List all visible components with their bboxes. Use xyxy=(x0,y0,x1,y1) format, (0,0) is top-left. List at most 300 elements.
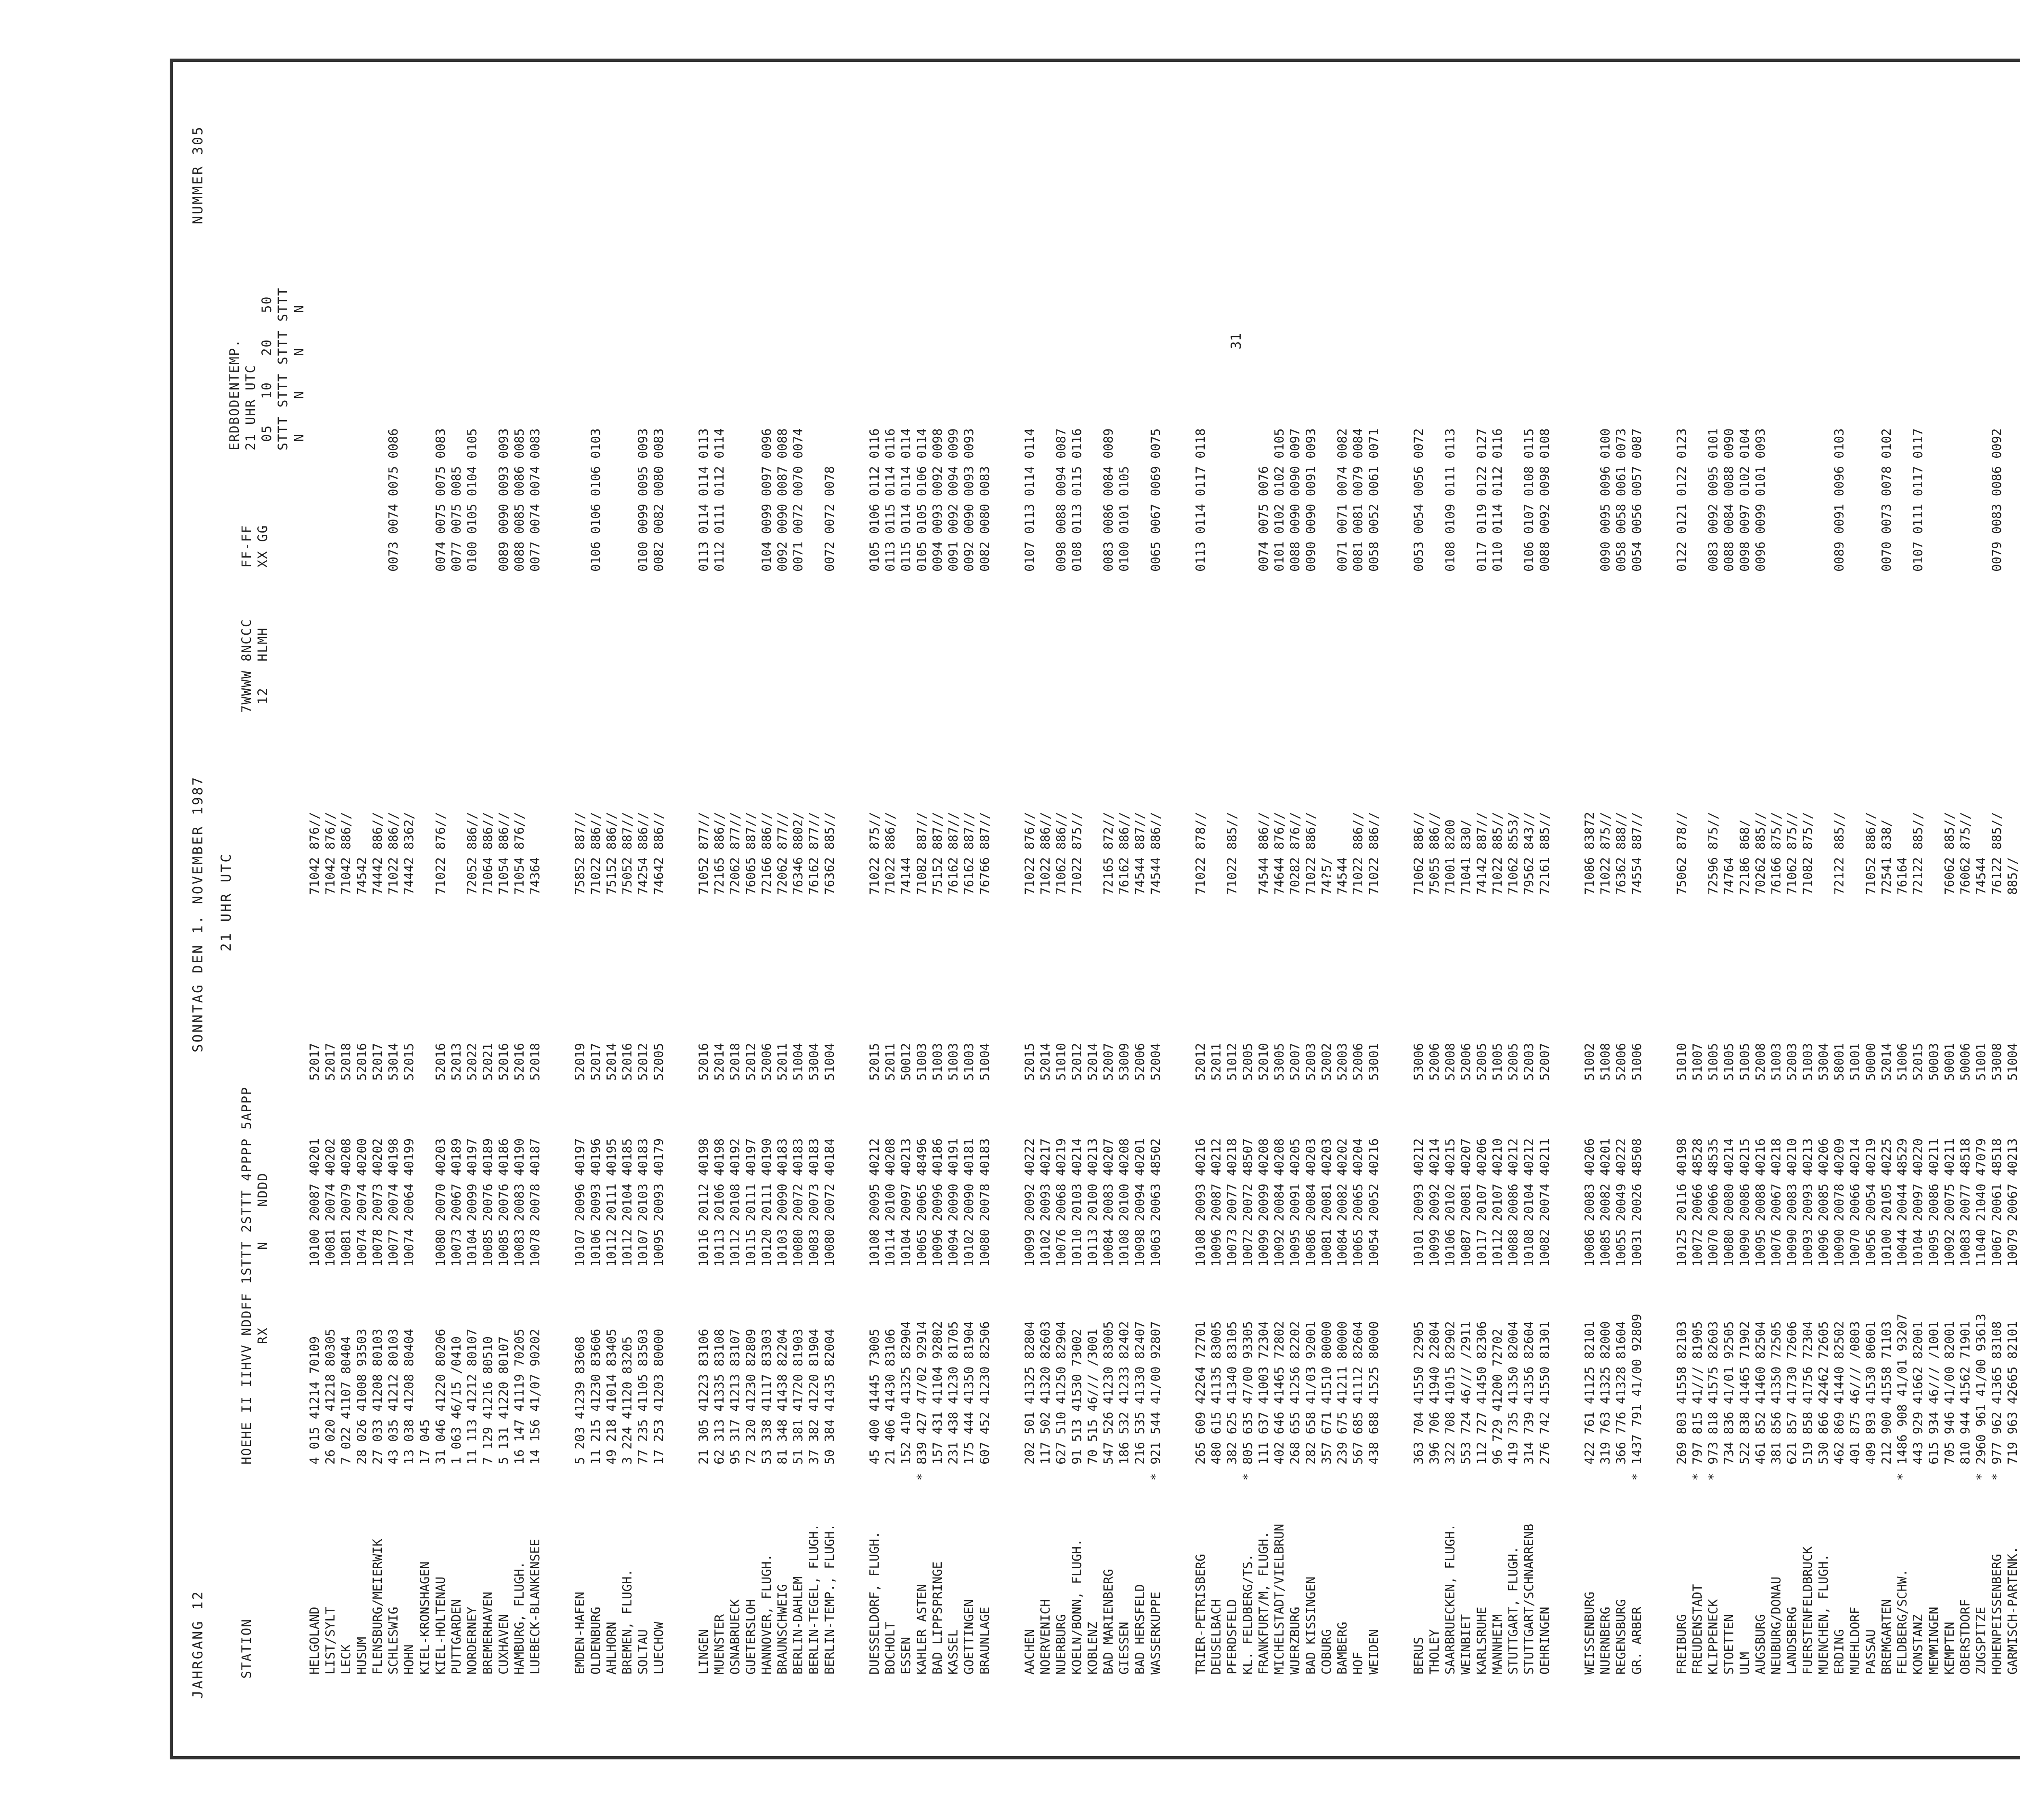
obs-value: 71054 876// xyxy=(512,812,527,895)
station-name: ULM xyxy=(1738,1652,1752,1675)
obs-value: 322 708 41015 82902 xyxy=(1443,1321,1458,1464)
obs-value: 2960 961 41/00 93613 xyxy=(1974,1313,1988,1464)
obs-value: 10056 20054 40219 xyxy=(1864,1138,1878,1267)
obs-value: 71022 875// xyxy=(1598,812,1613,895)
obs-value: 52018 xyxy=(728,1043,743,1081)
obs-value: 0088 0092 0098 0108 xyxy=(1538,428,1552,572)
obs-value: 70262 885// xyxy=(1753,812,1768,895)
obs-value: 52016 xyxy=(620,1043,635,1081)
obs-value: 50001 xyxy=(1942,1043,1957,1081)
obs-value: 0079 0083 0086 0092 xyxy=(1990,428,2004,572)
obs-value: 51006 xyxy=(1630,1043,1644,1081)
station-name: MUENCHEN, FLUGH. xyxy=(1816,1554,1831,1675)
station-name: KOBLENZ xyxy=(1086,1622,1100,1675)
obs-value: 52018 xyxy=(528,1043,543,1081)
page-number: 31 xyxy=(1228,333,1244,349)
obs-value: 10108 20104 40212 xyxy=(1522,1138,1536,1267)
station-name: LANDSBERG xyxy=(1785,1607,1799,1675)
obs-value: 76162 886// xyxy=(1117,812,1132,895)
col-header-erdbodentemp: ERDBODENTEMP. 21 UHR UTC 05 10 20 50 STTT STTT STTT STTT N N N N xyxy=(227,287,307,450)
obs-value: 10065 20065 48496 xyxy=(915,1138,929,1267)
station-name: FREUDENSTADT xyxy=(1690,1584,1705,1675)
obs-value: 51004 xyxy=(791,1043,806,1081)
obs-value: 74544 887// xyxy=(1133,812,1147,895)
obs-value: 52012 xyxy=(636,1043,650,1081)
obs-value: 839 427 47/02 92914 xyxy=(915,1321,929,1464)
station-name: FLENSBURG/MEIERWIK xyxy=(370,1539,385,1675)
obs-value: 0101 0102 0102 0105 xyxy=(1272,428,1287,572)
page-frame xyxy=(170,59,2020,1759)
obs-value: 76162 887// xyxy=(946,812,961,895)
obs-value: 0054 0056 0057 0087 xyxy=(1630,428,1644,572)
obs-value: 10078 20073 40202 xyxy=(370,1138,385,1267)
obs-value: 52015 xyxy=(1023,1043,1037,1081)
station-name: KIEL-KRONSHAGEN xyxy=(418,1561,432,1675)
obs-value: 10095 20086 40211 xyxy=(1927,1138,1941,1267)
obs-value: 72122 885// xyxy=(1832,812,1847,895)
obs-value: 216 535 41330 82407 xyxy=(1133,1321,1147,1464)
obs-value: 409 893 41530 80601 xyxy=(1864,1321,1878,1464)
obs-value: 74764 xyxy=(1722,857,1736,895)
obs-value: 10067 20061 48518 xyxy=(1990,1138,2004,1267)
station-name: MUENSTER xyxy=(712,1614,727,1675)
obs-value: 797 815 41/// 81905 xyxy=(1690,1321,1705,1464)
obs-value: 51004 xyxy=(978,1043,992,1081)
obs-value: 52014 xyxy=(1086,1043,1100,1081)
obs-value: 52008 xyxy=(1443,1043,1458,1081)
obs-value: 719 963 42665 82101 xyxy=(2005,1321,2020,1464)
obs-value: 0065 0067 0069 0075 xyxy=(1149,428,1163,572)
obs-value: 10084 20082 40202 xyxy=(1335,1138,1350,1267)
obs-value: 0104 0099 0097 0096 xyxy=(760,428,774,572)
obs-value: 51010 xyxy=(1675,1043,1689,1081)
obs-value: 10093 20093 40213 xyxy=(1801,1138,1815,1267)
station-name: KLIPPENECK xyxy=(1706,1599,1721,1675)
obs-value: 0117 0119 0122 0127 xyxy=(1475,428,1489,572)
station-name: KAHLER ASTEN xyxy=(915,1584,929,1675)
obs-value: 977 962 41365 83108 xyxy=(1990,1321,2004,1464)
obs-value: 10080 20072 40184 xyxy=(823,1138,837,1267)
obs-value: 71042 876// xyxy=(323,812,338,895)
obs-value: 71041 830/ xyxy=(1459,819,1473,895)
obs-value: 71052 886// xyxy=(1864,812,1878,895)
station-name: REGENSBURG xyxy=(1614,1599,1629,1675)
station-name: WEIDEN xyxy=(1367,1629,1381,1675)
obs-value: 10072 20066 48528 xyxy=(1690,1138,1705,1267)
obs-value: * xyxy=(915,1473,929,1481)
obs-value: 0100 0099 0095 0093 xyxy=(636,428,650,572)
station-name: HOF xyxy=(1351,1652,1366,1675)
obs-value: 10114 20100 40208 xyxy=(883,1138,898,1267)
obs-value: 0092 0090 0087 0088 xyxy=(775,428,790,572)
station-name: WASSERKUPPE xyxy=(1149,1591,1163,1675)
obs-value: 10080 20070 40203 xyxy=(433,1138,448,1267)
obs-value: 10096 20087 40212 xyxy=(1209,1138,1224,1267)
obs-value: 0074 0075 0076 xyxy=(1256,466,1271,572)
obs-value: 10090 20086 40215 xyxy=(1738,1138,1752,1267)
obs-value: 567 685 41112 82604 xyxy=(1351,1321,1366,1464)
obs-value: 52012 xyxy=(1193,1043,1208,1081)
obs-value: 53014 xyxy=(386,1043,401,1081)
obs-value: 11 113 41212 80107 xyxy=(465,1329,480,1464)
obs-value: 530 866 42462 72605 xyxy=(1816,1321,1831,1464)
station-name: GIESSEN xyxy=(1117,1622,1132,1675)
station-name: MUEHLDORF xyxy=(1848,1607,1862,1675)
station-name: KIEL-HOLTENAU xyxy=(433,1576,448,1675)
obs-value: 52007 xyxy=(1101,1043,1116,1081)
obs-value: 319 763 41325 82000 xyxy=(1598,1321,1613,1464)
obs-value: 70 515 46/// /3001 xyxy=(1086,1329,1100,1464)
obs-value: 74144 xyxy=(899,857,913,895)
obs-value: 71042 876// xyxy=(307,812,322,895)
obs-value: 268 655 41256 82202 xyxy=(1288,1321,1302,1464)
obs-value: 10100 20105 40225 xyxy=(1879,1138,1894,1267)
obs-value: 53 338 41117 83303 xyxy=(760,1329,774,1464)
obs-value: 419 735 41350 82004 xyxy=(1506,1321,1521,1464)
obs-value: 10080 20080 40214 xyxy=(1722,1138,1736,1267)
obs-value: 615 934 46/// /1001 xyxy=(1927,1321,1941,1464)
obs-value: 77 235 41105 83503 xyxy=(636,1329,650,1464)
obs-value: 0089 0090 0093 0093 xyxy=(497,428,511,572)
obs-value: 71022 885// xyxy=(1225,812,1239,895)
col-header-station: STATION xyxy=(239,1618,254,1679)
obs-value: 0058 0058 0061 0073 xyxy=(1614,428,1629,572)
obs-value: 607 452 41230 82506 xyxy=(978,1321,992,1464)
obs-value: 72052 886// xyxy=(465,812,480,895)
obs-value: 0074 0075 0075 0083 xyxy=(433,428,448,572)
obs-value: 382 625 41340 83105 xyxy=(1225,1321,1239,1464)
obs-value: 0070 0073 0078 0102 xyxy=(1879,428,1894,572)
obs-value: 52013 xyxy=(449,1043,464,1081)
obs-value: 71022 886// xyxy=(589,812,603,895)
obs-value: 74544 886// xyxy=(1256,812,1271,895)
station-name: LIST/SYLT xyxy=(323,1607,338,1675)
header-center: SONNTAG DEN 1. NOVEMBER 1987 xyxy=(190,775,206,1052)
obs-value: 10110 20103 40214 xyxy=(1070,1138,1084,1267)
obs-value: 52007 xyxy=(1538,1043,1552,1081)
obs-value: 10102 20093 40217 xyxy=(1038,1138,1053,1267)
obs-value: 810 944 41562 71901 xyxy=(1958,1321,1973,1464)
station-name: KARLSRUHE xyxy=(1475,1607,1489,1675)
obs-value: 74364 xyxy=(528,857,543,895)
obs-value: 51 381 41720 81903 xyxy=(791,1329,806,1464)
obs-value: 53001 xyxy=(1367,1043,1381,1081)
obs-value: 76162 887// xyxy=(962,812,976,895)
obs-value: 0096 0099 0101 0093 xyxy=(1753,428,1768,572)
obs-value: 10031 20026 48508 xyxy=(1630,1138,1644,1267)
obs-value: 72122 885// xyxy=(1911,812,1925,895)
obs-value: 462 869 41440 82502 xyxy=(1832,1321,1847,1464)
obs-value: 52021 xyxy=(481,1043,495,1081)
obs-value: 71001 8200 xyxy=(1443,819,1458,895)
obs-value: 50003 xyxy=(1927,1043,1941,1081)
obs-value: 52006 xyxy=(760,1043,774,1081)
obs-value: 10112 20111 40195 xyxy=(604,1138,619,1267)
obs-value: 28 026 41008 93503 xyxy=(355,1329,369,1464)
obs-value: 52016 xyxy=(696,1043,711,1081)
obs-value: 265 609 42264 72701 xyxy=(1193,1321,1208,1464)
obs-value: 52017 xyxy=(323,1043,338,1081)
obs-value: 72596 875// xyxy=(1706,812,1721,895)
obs-value: 10083 20083 40190 xyxy=(512,1138,527,1267)
obs-value: 10078 20078 40187 xyxy=(528,1138,543,1267)
obs-value: 52002 xyxy=(1319,1043,1334,1081)
station-name: LUEBECK-BLANKENSEE xyxy=(528,1539,543,1675)
station-name: ZUGSPITZE xyxy=(1974,1607,1988,1675)
obs-value: 10083 20077 48518 xyxy=(1958,1138,1973,1267)
obs-value: 51004 xyxy=(823,1043,837,1081)
station-name: HOHN xyxy=(402,1644,417,1675)
obs-value: 10073 20067 40189 xyxy=(449,1138,464,1267)
obs-value: 71082 887// xyxy=(915,812,929,895)
obs-value: 152 410 41325 82904 xyxy=(899,1321,913,1464)
obs-value: 10072 20072 48507 xyxy=(1241,1138,1255,1267)
obs-value: 921 544 41/00 92807 xyxy=(1149,1321,1163,1464)
obs-value: 71062 886// xyxy=(1412,812,1426,895)
obs-value: 10080 20078 40183 xyxy=(978,1138,992,1267)
obs-value: 14 156 41/07 90202 xyxy=(528,1329,543,1464)
obs-value: 10096 20085 40206 xyxy=(1816,1138,1831,1267)
obs-value: 81 348 41438 82204 xyxy=(775,1329,790,1464)
station-name: NEUBURG/DONAU xyxy=(1769,1576,1784,1675)
obs-value: 0113 0114 0117 0118 xyxy=(1193,428,1208,572)
station-name: SOLTAU xyxy=(636,1629,650,1675)
obs-value: 366 776 41328 81604 xyxy=(1614,1321,1629,1464)
obs-value: 0091 0092 0094 0099 xyxy=(946,428,961,572)
obs-value: 314 739 41356 82604 xyxy=(1522,1321,1536,1464)
obs-value: 74442 8362/ xyxy=(402,812,417,895)
station-name: LUECHOW xyxy=(652,1622,666,1675)
obs-value: 75852 887// xyxy=(573,812,587,895)
station-name: HAMBURG, FLUGH. xyxy=(512,1561,527,1675)
station-name: PASSAU xyxy=(1864,1629,1878,1675)
station-name: ERDING xyxy=(1832,1629,1847,1675)
obs-value: 10106 20093 40196 xyxy=(589,1138,603,1267)
obs-value: 10104 20097 40220 xyxy=(1911,1138,1925,1267)
obs-value: 10113 20100 40213 xyxy=(1086,1138,1100,1267)
obs-value: 96 729 41200 72702 xyxy=(1490,1329,1505,1464)
obs-value: 50006 xyxy=(1958,1043,1973,1081)
obs-value: 422 761 41125 82101 xyxy=(1582,1321,1597,1464)
station-name: BREMEN, FLUGH. xyxy=(620,1569,635,1675)
col-header-main: HOEHE II IIHVV NDDFF 1STTT 2STTT 4PPPP 5APPP RX N NDDD xyxy=(239,1086,270,1464)
obs-value: 212 900 41558 71103 xyxy=(1879,1321,1894,1464)
obs-value: 31 046 41220 80206 xyxy=(433,1329,448,1464)
obs-value: 401 875 46/// /0803 xyxy=(1848,1321,1862,1464)
obs-value: 10065 20065 40204 xyxy=(1351,1138,1366,1267)
obs-value: 70282 876// xyxy=(1288,812,1302,895)
obs-value: 10106 20102 40215 xyxy=(1443,1138,1458,1267)
obs-value: 71022 886// xyxy=(1351,812,1366,895)
obs-value: * xyxy=(1690,1473,1705,1481)
obs-value: 71052 877// xyxy=(696,812,711,895)
obs-value: 10108 20095 40212 xyxy=(867,1138,882,1267)
obs-value: 1 063 46/15 /0410 xyxy=(449,1336,464,1464)
obs-value: 52007 xyxy=(1288,1043,1302,1081)
obs-value: 10088 20086 40212 xyxy=(1506,1138,1521,1267)
header-time: 21 UHR UTC xyxy=(218,852,234,951)
station-name: GUETERSLOH xyxy=(744,1599,758,1675)
obs-value: 10090 20083 40210 xyxy=(1785,1138,1799,1267)
station-name: BERLIN-TEMP., FLUGH. xyxy=(823,1523,837,1675)
obs-value: 52019 xyxy=(573,1043,587,1081)
obs-value: 11040 21040 47079 xyxy=(1974,1138,1988,1267)
obs-value: 76166 875// xyxy=(1769,812,1784,895)
obs-value: 51001 xyxy=(1848,1043,1862,1081)
obs-value: 10099 20092 40214 xyxy=(1427,1138,1442,1267)
obs-value: 0072 0072 0078 xyxy=(823,466,837,572)
obs-value: 21 305 41223 83106 xyxy=(696,1329,711,1464)
obs-value: 52006 xyxy=(1459,1043,1473,1081)
station-name: BAMBERG xyxy=(1335,1622,1350,1675)
station-name: MEMMINGEN xyxy=(1927,1607,1941,1675)
obs-value: * xyxy=(1974,1473,1988,1481)
obs-value: 10063 20063 48502 xyxy=(1149,1138,1163,1267)
obs-value: 10082 20074 40211 xyxy=(1538,1138,1552,1267)
obs-value: 72 320 41230 82809 xyxy=(744,1329,758,1464)
obs-value: 71022 886// xyxy=(1038,812,1053,895)
obs-value: 0105 0105 0106 0114 xyxy=(915,428,929,572)
obs-value: 74554 887// xyxy=(1630,812,1644,895)
obs-value: 52005 xyxy=(1475,1043,1489,1081)
station-name: BREMERHAVEN xyxy=(481,1591,495,1675)
obs-value: 17 045 xyxy=(418,1419,432,1464)
obs-value: 10096 20096 40186 xyxy=(930,1138,945,1267)
obs-value: 10076 20068 40219 xyxy=(1054,1138,1069,1267)
obs-value: 0053 0054 0056 0072 xyxy=(1412,428,1426,572)
obs-value: 0094 0093 0092 0098 xyxy=(930,428,945,572)
obs-value: 0092 0090 0093 0093 xyxy=(962,428,976,572)
obs-value: 53006 xyxy=(1412,1043,1426,1081)
obs-value: 52014 xyxy=(712,1043,727,1081)
obs-value: 231 438 41230 81705 xyxy=(946,1321,961,1464)
station-name: CUXHAVEN xyxy=(497,1614,511,1675)
obs-value: 74544 xyxy=(1335,857,1350,895)
obs-value: 282 658 41/03 92001 xyxy=(1304,1321,1318,1464)
obs-value: 52005 xyxy=(1506,1043,1521,1081)
obs-value: 52016 xyxy=(433,1043,448,1081)
obs-value: 627 510 41250 82904 xyxy=(1054,1321,1069,1464)
obs-value: 74544 xyxy=(1974,857,1988,895)
obs-value: 239 675 41211 80000 xyxy=(1335,1321,1350,1464)
station-name: DEUSELBACH xyxy=(1209,1599,1224,1675)
obs-value: 27 033 41208 80103 xyxy=(370,1329,385,1464)
obs-value: 51005 xyxy=(1738,1043,1752,1081)
obs-value: 10125 20116 40198 xyxy=(1675,1138,1689,1267)
obs-value: 72541 838/ xyxy=(1879,819,1894,895)
obs-value: * xyxy=(1630,1473,1644,1481)
obs-value: 51003 xyxy=(1769,1043,1784,1081)
obs-value: 0106 0107 0108 0115 xyxy=(1522,428,1536,572)
obs-value: 0088 0084 0088 0090 xyxy=(1722,428,1736,572)
obs-value: 52003 xyxy=(1304,1043,1318,1081)
obs-value: 0081 0081 0079 0084 xyxy=(1351,428,1366,572)
obs-value: 547 526 41230 83005 xyxy=(1101,1321,1116,1464)
station-name: BREMGARTEN xyxy=(1879,1599,1894,1675)
station-name: KONSTANZ xyxy=(1911,1614,1925,1675)
obs-value: 10104 20097 40213 xyxy=(899,1138,913,1267)
obs-value: 45 400 41445 73005 xyxy=(867,1329,882,1464)
obs-value: 52012 xyxy=(1070,1043,1084,1081)
obs-value: 53004 xyxy=(807,1043,821,1081)
obs-value: 0108 0113 0115 0116 xyxy=(1070,428,1084,572)
obs-value: 10117 20107 40206 xyxy=(1475,1138,1489,1267)
station-name: FREIBURG xyxy=(1675,1614,1689,1675)
obs-value: 58001 xyxy=(1832,1043,1847,1081)
obs-value: 71062 8553/ xyxy=(1506,812,1521,895)
obs-value: 10107 20096 40197 xyxy=(573,1138,587,1267)
station-name: EMDEN-HAFEN xyxy=(573,1591,587,1675)
obs-value: 75152 887// xyxy=(930,812,945,895)
obs-value: 52006 xyxy=(1351,1043,1366,1081)
obs-value: 53008 xyxy=(1990,1043,2004,1081)
obs-value: 0082 0080 0083 xyxy=(978,466,992,572)
obs-value: 75062 878// xyxy=(1675,812,1689,895)
obs-value: 51004 xyxy=(2005,1043,2020,1081)
station-name: GARMISCH-PARTENK. xyxy=(2005,1546,2020,1675)
obs-value: 0106 0106 0106 0103 xyxy=(589,428,603,572)
obs-value: 0077 0075 0085 xyxy=(449,466,464,572)
station-name: MICHELSTADT/VIELBRUN xyxy=(1272,1523,1287,1675)
obs-value: 10076 20067 40218 xyxy=(1769,1138,1784,1267)
obs-value: 51005 xyxy=(1706,1043,1721,1081)
obs-value: 10108 20100 40208 xyxy=(1117,1138,1132,1267)
obs-value: 11 215 41230 83606 xyxy=(589,1329,603,1464)
obs-value: 0090 0095 0096 0100 xyxy=(1598,428,1613,572)
obs-value: 10074 20074 40200 xyxy=(355,1138,369,1267)
obs-value: 10095 20093 40179 xyxy=(652,1138,666,1267)
obs-value: 26 020 41218 80305 xyxy=(323,1329,338,1464)
station-name: FELDBERG/SCHW. xyxy=(1895,1569,1910,1675)
obs-value: 10077 20074 40198 xyxy=(386,1138,401,1267)
obs-value: 52017 xyxy=(307,1043,322,1081)
obs-value: 75152 886// xyxy=(604,812,619,895)
station-name: BAD LIPPSPRINGE xyxy=(930,1561,945,1675)
obs-value: 276 742 41550 81301 xyxy=(1538,1321,1552,1464)
obs-value: 0108 0109 0111 0113 xyxy=(1443,428,1458,572)
obs-value: 43 035 41212 80103 xyxy=(386,1329,401,1464)
obs-value: 52016 xyxy=(497,1043,511,1081)
obs-value: 443 929 41662 82001 xyxy=(1911,1321,1925,1464)
obs-value: 0112 0111 0112 0114 xyxy=(712,428,727,572)
obs-value: 52006 xyxy=(1427,1043,1442,1081)
obs-value: 51006 xyxy=(1895,1043,1910,1081)
obs-value: 10099 20092 40222 xyxy=(1023,1138,1037,1267)
station-name: BAD KISSINGEN xyxy=(1304,1576,1318,1675)
obs-value: 621 857 41730 72606 xyxy=(1785,1321,1799,1464)
obs-value: 52006 xyxy=(1614,1043,1629,1081)
obs-value: 10085 20076 40186 xyxy=(497,1138,511,1267)
obs-value: 71042 886// xyxy=(339,812,354,895)
station-name: STOETTEN xyxy=(1722,1614,1736,1675)
obs-value: 10120 20111 40190 xyxy=(760,1138,774,1267)
obs-value: 10095 20091 40205 xyxy=(1288,1138,1302,1267)
obs-value: 10079 20067 40213 xyxy=(2005,1138,2020,1267)
obs-value: 52016 xyxy=(355,1043,369,1081)
obs-value: 0110 0114 0112 0116 xyxy=(1490,428,1505,572)
obs-value: 480 615 41135 83005 xyxy=(1209,1321,1224,1464)
station-name: HANNOVER, FLUGH. xyxy=(760,1554,774,1675)
station-name: NUERNBERG xyxy=(1598,1607,1613,1675)
obs-value: 0113 0114 0114 0113 xyxy=(696,428,711,572)
obs-value: 71022 876// xyxy=(1023,812,1037,895)
obs-value: 0083 0086 0084 0089 xyxy=(1101,428,1116,572)
obs-value: 10104 20099 40197 xyxy=(465,1138,480,1267)
station-name: GR. ARBER xyxy=(1630,1607,1644,1675)
obs-value: 5 131 41220 80107 xyxy=(497,1336,511,1464)
obs-value: 37 382 41220 81904 xyxy=(807,1329,821,1464)
obs-value: 10092 20075 40211 xyxy=(1942,1138,1957,1267)
